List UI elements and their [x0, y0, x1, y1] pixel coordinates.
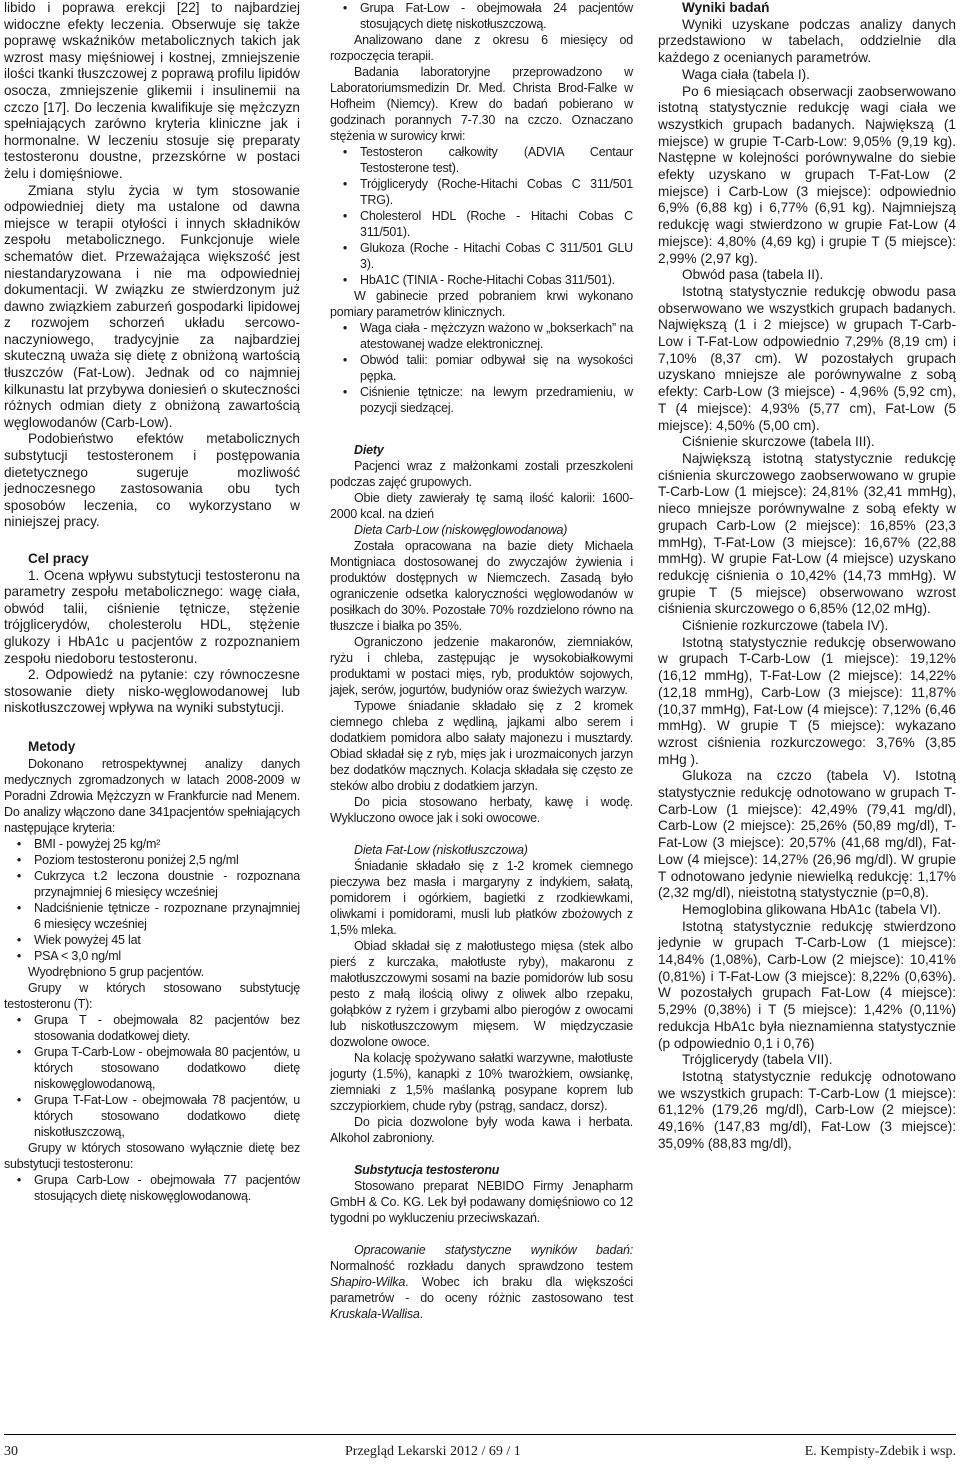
paragraph: 1. Ocena wpływu substytucji testosteronu na parametry zespołu metabolicznego: wagę ciała, obwód talii, ciśnienie tętnicze, stężenie trójglicerydów, cholesterolu HDL, stężenie glukozy i HbA1c u pacjentów z rozpoznaniem zespołu niedoboru testosteronu.	[4, 567, 300, 666]
list-item: • Trójglicerydy (Roche-Hitachi Cobas C 311/501 TRG).	[342, 177, 633, 207]
list-item: • PSA < 3,0 ng/ml	[16, 948, 121, 963]
journal-name: Przegląd Lekarski 2012 / 69 / 1	[345, 1444, 521, 1459]
paragraph: Zmiana stylu życia w tym stosowanie odpowiedniej diety ma ustalone od dawna miejsce w terapii otyłości i innych składników zespołu metabolicznego. Funkcjonuje wiele schematów diet. Przeważająca większość jest niestandaryzowana i nie ma odpowiedniej dokumentacji. W związku ze stwierdzonym już dawno związkiem zaburzeń gospodarki lipidowej z rozwojem schorzeń układu sercowo-naczyniowego, tradycyjnie za najbardziej skuteczną uważa się dietę z obniżoną wartością tłuszczów (Fat-Low). Jednak od co najmniej kilkunastu lat przybywa doniesień o skuteczności różnych odmian diety z obniżoną zawartością węglowodanów (Carb-Low).	[4, 182, 300, 430]
paragraph: W gabinecie przed pobraniem krwi wykonano pomiary parametrów klinicznych.	[330, 289, 633, 319]
subsection-heading-substytucja: Substytucja testosteronu	[354, 1163, 500, 1177]
list-item: • Grupa Carb-Low - obejmowała 77 pacjentów stosujących dietę niskowęglowodanową.	[16, 1172, 300, 1203]
paragraph: Analizowano dane z okresu 6 miesięcy od rozpoczęcia terapii.	[330, 33, 633, 63]
paragraph: Do picia stosowano herbaty, kawę i wodę. Wykluczono owoce jak i soki owocowe.	[330, 795, 633, 825]
list-item: • Waga ciała - mężczyzn ważono w „bokserkach” na atestowanej wadze elektronicznej.	[342, 321, 633, 351]
list-item: • Testosteron całkowity (ADVIA Centaur Testosterone test).	[342, 145, 633, 175]
list-item: • Obwód talii: pomiar odbywał się na wysokości pępka.	[342, 353, 633, 383]
page-number: 30	[4, 1444, 18, 1459]
list-item: • Grupa Fat-Low - obejmowała 24 pacjentów stosujących dietę niskotłuszczową.	[342, 1, 633, 31]
left-column	[4, 0, 300, 1204]
footer-rule	[4, 1434, 956, 1435]
subsection-heading-fat-low: Dieta Fat-Low (niskotłuszczowa)	[354, 843, 528, 857]
page-footer	[0, 1436, 960, 1466]
paragraph: Stosowano preparat NEBIDO Firmy Jenapharm GmbH & Co. KG. Lek był podawany domięśniowo co 12 tygodni po wykluczeniu przeciwskazań.	[330, 1179, 633, 1225]
paragraph: Największą istotną statystycznie redukcję ciśnienia skurczowego zaobserwowano w grupie T-Carb-Low (1 miejsce): 24,81% (32,41 mmHg), nieco mniejsze porównywalne z sobą efekty w grupach Carb-Low (2 miejsce): 16,85% (23,3 mmHg), T-Fat-Low (3 miejsce): 16,67% (22,88 mmHg). W grupie Fat-Low (4 miejsce) uzyskano redukcję ciśnienia o 10,42% (14,73 mmHg). W grupie T (5 miejsce) obserwowano wzrost ciśnienia skurczowego o 6,85% (12,02 mHg).	[658, 450, 956, 617]
paragraph: Grupy w których stosowano substytucję testosteronu (T):	[4, 980, 300, 1011]
paragraph: Ograniczono jedzenie makaronów, ziemniaków, ryżu i chleba, zastępując je wysokobiałkowymi produktami w postaci mięs, ryb, produktów sojowych, jajek, serów, jogurtów, budyniów oraz świeżych warzyw.	[330, 635, 633, 697]
paragraph: Śniadanie składało się z 1-2 kromek ciemnego pieczywa bez masła i margaryny z indykiem, sałatą, pomidorem i ogórkiem, bagietki z rzodkiewkami, oliwkami i pomidorami, musli lub płatków zbożowych z 1,5% mleka.	[330, 859, 633, 937]
list-item: • Wiek powyżej 45 lat	[16, 932, 141, 947]
subsection-heading-diety: Diety	[354, 443, 384, 457]
paragraph: Na kolację spożywano sałatki warzywne, małotłuste jogurty (1.5%), kanapki z 10% twarożkiem, owsiankę, ziemniaki z 1,5% maślanką posypane koprem lub szczypiorkiem, chude ryby (pstrąg, sandacz, dorsz).	[330, 1051, 633, 1113]
paragraph-statistics: Opracowanie statystyczne wyników badań: Normalność rozkładu danych sprawdzono testem Shapiro-Wilka. Wobec ich braku dla większości parametrów - do oceny różnic zastosowano test Kruskala-Wallisa.	[330, 1243, 633, 1321]
paragraph: Po 6 miesiącach obserwacji zaobserwowano istotną statystycznie redukcję wagi ciała we wszystkich grupach badanych. Największą (1 miejsce) w grupie T-Carb-Low: 9,05% (9,19 kg). Następne w kolejności porównywalne do siebie efekty uzyskano w grupach T-Fat-Low (2 miejsce) i Carb-Low (3 miejsce): odpowiednio 6,9% (6,88 kg) i 6,77% (6,91 kg). Najmniejszą redukcję wagi stwierdzono w grupie Fat-Low (4 miejsce): 4,80% (4,69 kg) i grupie T (5 miejsce): 2,99% (2,97 kg).	[658, 83, 956, 266]
author-credit: E. Kempisty-Zdebik i wsp.	[804, 1444, 956, 1459]
list-item: • HbA1C (TINIA - Roche-Hitachi Cobas 311/501).	[342, 273, 615, 287]
paragraph: Wyodrębniono 5 grup pacjentów.	[28, 964, 204, 979]
paragraph: 2. Odpowiedź na pytanie: czy równoczesne stosowanie diety nisko-węglowodanowej lub niskotłuszczowej wpływa na wyniki substytucji.	[4, 667, 300, 716]
paragraph: Ciśnienie rozkurczowe (tabela IV).	[682, 618, 889, 634]
paragraph: Badania laboratoryjne przeprowadzono w Laboratoriumsmedizin Dr. Med. Christa Brod-Falke w Hofheim (Niemcy). Krew do badań pobierano w godzinach porannych 7-7.30 na czczo. Oznaczano stężenia w surowicy krwi:	[330, 65, 633, 143]
paragraph: Istotną statystycznie redukcję odnotowano we wszystkich grupach: T-Carb-Low (1 miejsce): 61,12% (179,26 mg/dl), Carb-Low (2 miejsce): 49,16% (147,83 mg/dl), Fat-Low (3 miejsce): 35,09% (88,83 mg/dl),	[658, 1069, 956, 1151]
section-heading-metody: Metody	[28, 738, 76, 754]
list-item: • Glukoza (Roche - Hitachi Cobas C 311/501 GLU 3).	[342, 241, 633, 271]
list-item: • Cholesterol HDL (Roche - Hitachi Cobas C 311/501).	[342, 209, 633, 239]
list-item: • BMI - powyżej 25 kg/m²	[16, 836, 161, 851]
paragraph: Glukoza na czczo (tabela V). Istotną statystycznie redukcję odnotowano w grupach T-Carb-Low (1 miejsce): 42,49% (79,41 mg/dl), Carb-Low (2 miejsce): 25,26% (50,89 mg/dl), T-Fat-Low (3 miejsce): 20,57% (41,68 mg/dl), Fat-Low (4 miejsce): 14,27% (26,96 mg/dl). W grupie T odnotowano jedynie niewielką redukcję: 1,17% (2,32 mg/dl), nieistotną statystycznie (p=0,8).	[658, 768, 956, 901]
paragraph: Istotną statystycznie redukcję obwodu pasa obserwowano we wszystkich grupach badanych. Największą (1 i 2 miejsce) w grupach T-Carb-Low i T-Fat-Low odpowiednio 7,29% (8,19 cm) i 7,10% (8,37 cm). W pozostałych grupach uzyskano mniejsze ale porównywalne z sobą efekty: Carb-Low (3 miejsce) - 4,96% (5,92 cm), T (4 miejsce): 4,93% (5,77 cm), Fat-Low (5 miejsce): 4,50% (5,00 cm).	[658, 283, 956, 433]
paragraph: Pacjenci wraz z małżonkami zostali przeszkoleni podczas zajęć grupowych.	[330, 459, 633, 489]
list-item: • Poziom testosteronu poniżej 2,5 ng/ml	[16, 852, 239, 867]
paragraph: Dokonano retrospektywnej analizy danych medycznych zgromadzonych w latach 2008-2009 w Poradni Zdrowia Mężczyzn w Frankfurcie nad Menem. Do analizy włączono dane 341pacjentów spełniających następujące kryteria:	[4, 756, 300, 835]
list-item: • Cukrzyca t.2 leczona doustnie - rozpoznana przynajmniej 6 miesięcy wcześniej	[16, 868, 300, 899]
section-heading-wyniki: Wyniki badań	[682, 0, 770, 15]
list-item: • Grupa T-Fat-Low - obejmowała 78 pacjentów, u których stosowano dodatkowo dietę niskotłuszczową,	[16, 1092, 300, 1139]
section-heading-cel: Cel pracy	[28, 551, 89, 566]
paragraph: Do picia dozwolone były woda kawa i herbata. Alkohol zabroniony.	[330, 1115, 633, 1145]
paragraph: Istotną statystycznie redukcję obserwowano w grupach T-Carb-Low (1 miejsce): 19,12% (16,12 mmHg), T-Fat-Low (2 miejsce): 14,22% (12,18 mmHg), Carb-Low (3 miejsce): 11,87% (10,37 mmHg), Fat-Low (4 miejsce): 7,12% (6,46 mmHg). W grupie T (5 miejsce): wykazano wzrost ciśnienia rozkurczowego: 3,76% (3,85 mHg ).	[658, 634, 956, 767]
list-item: • Ciśnienie tętnicze: na lewym przedramieniu, w pozycji siedzącej.	[342, 385, 633, 415]
right-column	[658, 0, 956, 1153]
paragraph: Trójglicerydy (tabela VII).	[682, 1052, 833, 1068]
list-item: • Grupa T-Carb-Low - obejmowała 80 pacjentów, u których stosowano dodatkowo dietę niskowęglowodanową,	[16, 1044, 300, 1091]
paragraph: Istotną statystycznie redukcję stwierdzono jedynie w grupach T-Carb-Low (1 miejsce): 14,84% (1,08%), Carb-Low (2 miejsce): 10,41% (0,81%) i T-Fat-Low (3 miejsce): 8,22% (0,63%). W pozostałych grupach Fat-Low (4 miejsce): 5,29% (0,38%) i T (5 miejsce): 1,42% (0,11%) redukcja HbA1c była nieznamienna statystycznie (p odpowiednio 0,1 i 0,76)	[658, 918, 956, 1051]
paragraph: Obiad składał się z małotłustego mięsa (stek albo pierś z kurczaka, małotłuste ryby), makaronu z małotłuszczowymi sosami na bazie pomidorów lub sosu pesto z małą ilością oliwy z oliwek albo rzepaku, gołąbków z ryżem i grzybami albo pierogów z owocami lub niskotłuszczowym mięsem. W międzyczasie dozwolone owoce.	[330, 939, 633, 1049]
paragraph: Wyniki uzyskane podczas analizy danych przedstawiono w tabelach, oddzielnie dla każdego z ocenianych parametrów.	[658, 16, 956, 66]
list-item: • Grupa T - obejmowała 82 pacjentów bez stosowania dodatkowej diety.	[16, 1012, 300, 1043]
paragraph: Ciśnienie skurczowe (tabela III).	[682, 434, 875, 450]
list-item: • Nadciśnienie tętnicze - rozpoznane przynajmniej 6 miesięcy wcześniej	[16, 900, 300, 931]
paragraph: libido i poprawa erekcji [22] to najbardziej widoczne efekty leczenia. Obserwuje się także poprawę wskaźników metabolicznych takich jak wzrost masy mięśniowej i kostnej, zmniejszenie ilości tkanki tłuszczowej z poprawą profilu lipidów osocza, zmniejszenie glikemii i insulinemii na czczo [17]. Do leczenia kwalifikuje się mężczyzn spełniających zarówno kryteria kliniczne jak i hormonalne. W leczeniu stosuje się preparaty testosteronu doustne, przezskórne w postaci żelu i domięśniowe.	[4, 0, 300, 181]
paragraph: Obwód pasa (tabela II).	[682, 267, 824, 283]
paragraph: Typowe śniadanie składało się z 2 kromek ciemnego chleba z wędliną, jajkami albo serem i dodatkiem pomidora albo sałaty majonezu i musztardy. Obiad składał się z ryb, mięs jak i urozmaiconych jarzyn bez dodatków mącznych. Kolacja składała się często ze steków albo drobiu z dodatkiem jarzyn.	[330, 699, 633, 793]
paragraph: Obie diety zawierały tę samą ilość kalorii: 1600-2000 kcal. na dzień	[330, 491, 633, 521]
middle-column	[330, 0, 633, 1322]
paragraph: Podobieństwo efektów metabolicznych substytucji testosteronem i postępowania dietetycznego sugeruje mozliwość jednoczesnego zastosowania obu tych sposobów leczenia, co wykorzystano w niniejszej pracy.	[4, 431, 300, 530]
paragraph: Waga ciała (tabela I).	[682, 66, 810, 82]
paragraph: Została opracowana na bazie diety Michaela Montigniaca dostosowanej do zwyczajów żywienia i produktów dostępnych w Niemczech. Zasadą było ograniczenie odsetka kaloryczności węglowodanów w posiłkach do 30%. Pozostałe 70% rozdzielono równo na tłuszcze i białka po 35%.	[330, 539, 633, 633]
paragraph: Hemoglobina glikowana HbA1c (tabela VI).	[682, 901, 942, 917]
paragraph: Grupy w których stosowano wyłącznie dietę bez substytucji testosteronu:	[4, 1140, 300, 1171]
subsection-heading-carb-low: Dieta Carb-Low (niskowęglowodanowa)	[354, 523, 568, 537]
